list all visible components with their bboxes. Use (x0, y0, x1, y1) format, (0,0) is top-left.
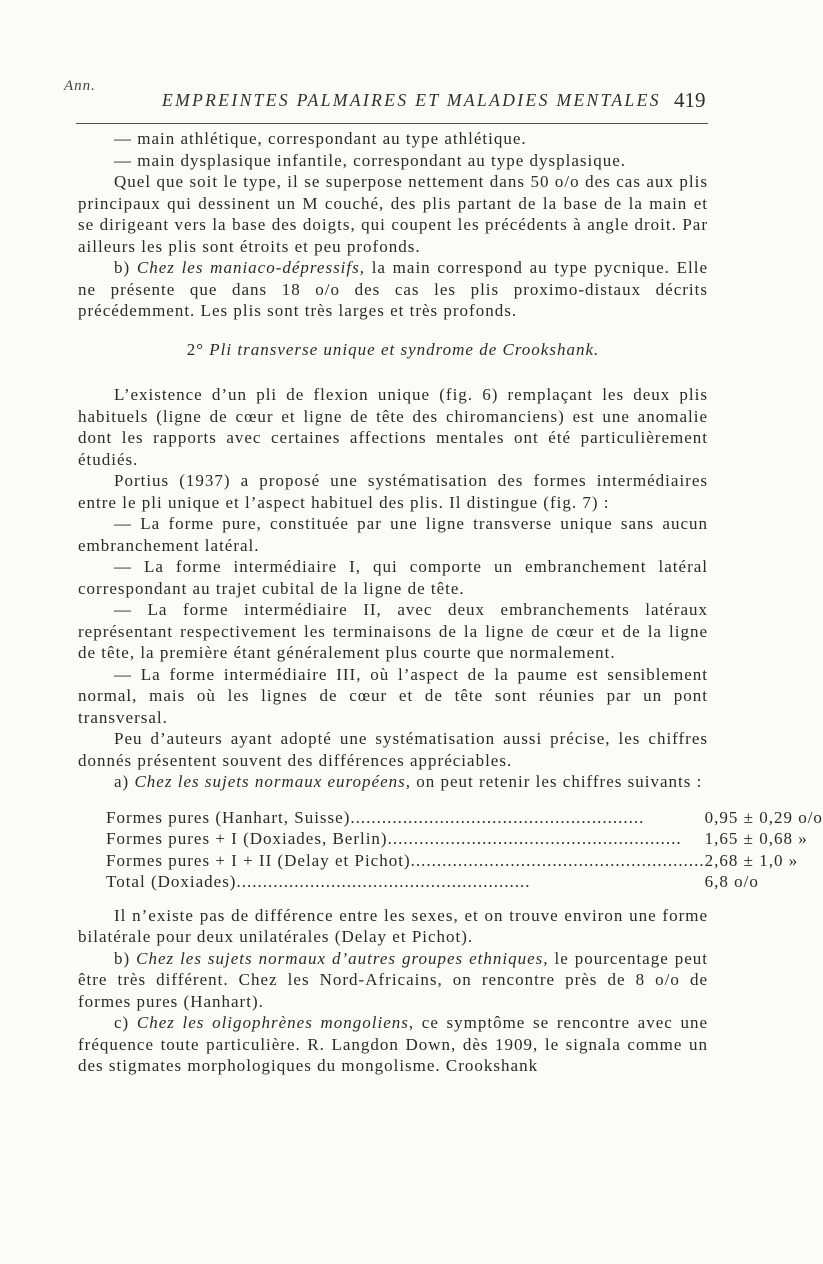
table-row (106, 828, 823, 850)
paragraph-1: — main athlétique, correspondant au type athlétique. (114, 129, 527, 148)
paragraph-text: ce symptôme se rencontre avec une fréquence toute particulière. R. Langdon Down, dès 1909, le signala comme un des stigmates morphologiques du mongolisme. Crookshank (78, 1013, 708, 1075)
row-label: Formes pures (Hanhart, Suisse)........................................................ (106, 807, 645, 827)
table-row (106, 807, 823, 829)
list-marker: c) (114, 1013, 137, 1032)
paragraph-text: la main correspond au type pycnique. Elle ne présente que dans 18 o/o des cas les plis proximo-distaux décrits précédemment. Les plis sont très larges et très profonds. (78, 258, 708, 320)
list-marker: a) (114, 772, 135, 791)
row-value: 6,8 o/o (704, 872, 759, 891)
paragraph-text: le pourcentage peut être très différent. Chez les Nord-Africains, on rencontre près de 8 o/o de formes pures (Hanhart). (78, 948, 708, 1011)
section-heading (78, 339, 708, 361)
page-body (78, 128, 823, 1077)
paragraph-2: — main dysplasique infantile, correspondant au type dysplasique. (114, 150, 627, 170)
italic-phrase: Chez les oligophrènes mongoliens, (136, 1013, 415, 1032)
paragraph-14 (78, 948, 708, 1013)
header-rule (76, 123, 708, 124)
table-row (106, 850, 823, 872)
row-label: Formes pures + I (Doxiades, Berlin)........................................................ (106, 829, 682, 848)
row-label: Total (Doxiades)........................................................ (106, 872, 531, 891)
statistics-table (106, 807, 823, 893)
row-label: Formes pures + I + II (Delay et Pichot)........................................................ (106, 850, 705, 870)
paragraph-8: — La forme intermédiaire I, qui comporte un embranchement latéral correspondant au trajet cubital de la ligne de tête. (78, 557, 708, 598)
paragraph-5: L’existence d’un pli de flexion unique (fig. 6) remplaçant les deux plis habituels (ligne de cœur et ligne de tête des chiromanciens) est une anomalie dont les rapports avec certaines affections mentales ont été particulièrement étudiés. (78, 385, 708, 469)
paragraph-text: on peut retenir les chiffres suivants : (411, 772, 703, 791)
margin-note: Ann. (64, 78, 96, 94)
page-number: 419 (674, 88, 706, 112)
italic-phrase: Chez les sujets normaux européens, (134, 772, 412, 791)
row-value: 1,65 ± 0,68 » (704, 829, 808, 848)
paragraph-3: Quel que soit le type, il se superpose nettement dans 50 o/o des cas aux plis principaux qui dessinent un M couché, des plis partant de la base de la main et se dirigeant vers la base des doigts, qui coupent les précédents à angle droit. Par ailleurs les plis sont étroits et peu profonds. (78, 172, 708, 256)
row-value: 0,95 ± 0,29 o/o (704, 807, 823, 827)
running-title: EMPREINTES PALMAIRES ET MALADIES MENTALES (162, 90, 661, 110)
paragraph-4 (78, 257, 708, 322)
paragraph-11: Peu d’auteurs ayant adopté une systématisation aussi précise, les chiffres donnés présentent souvent des différences appréciables. (78, 729, 708, 770)
table-row (106, 871, 823, 893)
section-title: Pli transverse unique et syndrome de Crookshank. (209, 339, 600, 359)
list-marker: b) (114, 258, 137, 277)
italic-phrase: Chez les maniaco-dépressifs, (136, 258, 365, 277)
paragraph-9: — La forme intermédiaire II, avec deux embranchements latéraux représentant respectivement les terminaisons de la ligne de cœur et de la ligne de tête, la première étant généralement plus courte que normalement. (78, 600, 708, 662)
italic-phrase: Chez les sujets normaux d’autres groupes ethniques, (136, 948, 549, 968)
paragraph-10: — La forme intermédiaire III, où l’aspect de la paume est sensiblement normal, mais où les lignes de cœur et de tête sont réunies par un pont transversal. (78, 664, 708, 727)
paragraph-15 (78, 1012, 708, 1077)
paragraph-12 (78, 771, 708, 793)
paragraph-13: Il n’existe pas de différence entre les sexes, et on trouve environ une forme bilatérale pour deux unilatérales (Delay et Pichot). (78, 905, 708, 946)
list-marker: b) (114, 948, 137, 968)
paragraph-7: — La forme pure, constituée par une ligne transverse unique sans aucun embranchement latéral. (78, 514, 708, 555)
section-number: 2° (186, 339, 210, 359)
paragraph-6: Portius (1937) a proposé une systématisation des formes intermédiaires entre le pli unique et l’aspect habituel des plis. Il distingue (fig. 7) : (78, 471, 708, 512)
row-value: 2,68 ± 1,0 » (704, 850, 799, 870)
